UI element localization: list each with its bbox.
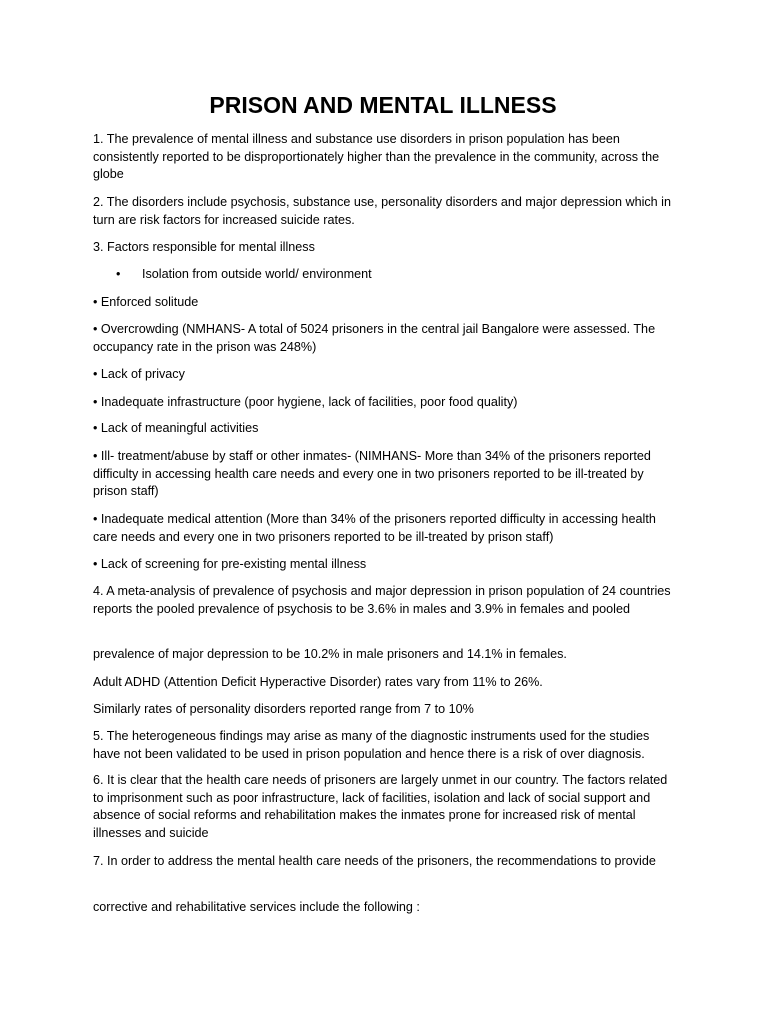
bullet-overcrowding: • Overcrowding (NMHANS- A total of 5024 prisoners in the central jail Bangalore were assessed. The occupancy rate in the prison was 248%) bbox=[93, 322, 656, 354]
paragraph-health-care-needs: 6. It is clear that the health care needs of prisoners are largely unmet in our country. The factors related to imprisonment such as poor infrastructure, lack of facilities, isolation and lack of social support and absence of social reforms and rehabilitation makes the inmates prone for increased risk of mental illnesses and suicide bbox=[93, 773, 668, 840]
paragraph-meta-analysis: 4. A meta-analysis of prevalence of psychosis and major depression in prison population of 24 countries reports the pooled prevalence of psychosis to be 3.6% in males and 3.9% in females and pooled bbox=[93, 584, 671, 616]
paragraph-major-depression: prevalence of major depression to be 10.2% in male prisoners and 14.1% in females. bbox=[93, 647, 567, 661]
paragraph-disorders: 2. The disorders include psychosis, substance use, personality disorders and major depression which in turn are risk factors for increased suicide rates. bbox=[93, 195, 671, 227]
document-title: PRISON AND MENTAL ILLNESS bbox=[209, 92, 557, 118]
bullet-inadequate-medical-attention: • Inadequate medical attention (More than 34% of the prisoners reported difficulty in accessing health care needs and every one in two prisoners reported to be ill-treated by prison staff) bbox=[93, 512, 656, 544]
paragraph-adult-adhd: Adult ADHD (Attention Deficit Hyperactive Disorder) rates vary from 11% to 26%. bbox=[93, 675, 543, 689]
paragraph-heterogeneous-findings: 5. The heterogeneous findings may arise as many of the diagnostic instruments used for the studies have not been validated to be used in prison population and hence there is a risk of over diagnosis. bbox=[93, 729, 650, 761]
bullet-isolation: Isolation from outside world/ environment bbox=[142, 267, 372, 281]
paragraph-personality-disorders: Similarly rates of personality disorders reported range from 7 to 10% bbox=[93, 702, 474, 716]
bullet-lack-of-privacy: • Lack of privacy bbox=[93, 367, 185, 381]
paragraph-recommendations: 7. In order to address the mental health care needs of the prisoners, the recommendations to provide bbox=[93, 854, 656, 868]
bullet-dot: • bbox=[116, 267, 121, 281]
paragraph-prevalence: 1. The prevalence of mental illness and substance use disorders in prison population has been consistently reported to be disproportionately higher than the prevalence in the community, across the globe bbox=[93, 132, 660, 181]
paragraph-factors-heading: 3. Factors responsible for mental illness bbox=[93, 240, 315, 254]
bullet-enforced-solitude: • Enforced solitude bbox=[93, 295, 199, 309]
bullet-inadequate-infrastructure: • Inadequate infrastructure (poor hygiene, lack of facilities, poor food quality) bbox=[93, 395, 518, 409]
bullet-lack-of-screening: • Lack of screening for pre-existing mental illness bbox=[93, 557, 367, 571]
bullet-meaningful-activities: • Lack of meaningful activities bbox=[93, 421, 259, 435]
paragraph-corrective-services: corrective and rehabilitative services include the following : bbox=[93, 900, 420, 914]
bullet-ill-treatment: • Ill- treatment/abuse by staff or other inmates- (NIMHANS- More than 34% of the prisoners reported difficulty in accessing health care needs and every one in two prisoners reported to be ill-treated by prison staff) bbox=[93, 449, 651, 498]
